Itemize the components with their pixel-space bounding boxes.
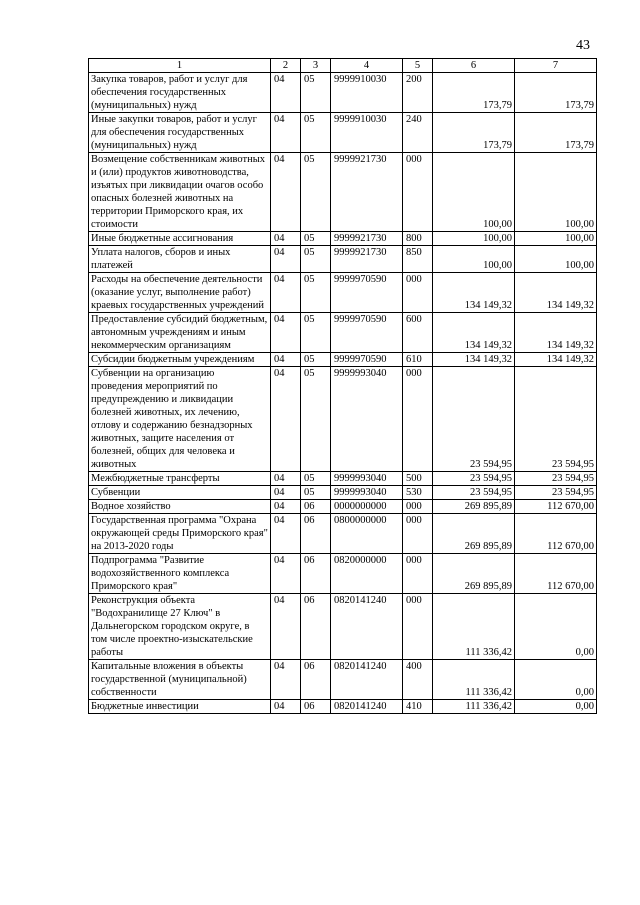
expense-type-code: 610 <box>403 353 433 367</box>
section-code: 04 <box>271 700 301 714</box>
target-article-code: 0820141240 <box>331 700 403 714</box>
expense-type-code: 850 <box>403 246 433 273</box>
amount-col7: 100,00 <box>515 246 597 273</box>
amount-col6: 100,00 <box>433 153 515 232</box>
amount-col6: 134 149,32 <box>433 273 515 313</box>
item-name: Возмещение собственникам животных и (или) продуктов животноводства, изъятых при ликвидации очагов особо опасных болезней животных на территории Приморского края, их стоимости <box>89 153 271 232</box>
amount-col7: 112 670,00 <box>515 500 597 514</box>
amount-col6: 173,79 <box>433 113 515 153</box>
target-article-code: 9999970590 <box>331 353 403 367</box>
target-article-code: 9999910030 <box>331 73 403 113</box>
subsection-code: 06 <box>301 514 331 554</box>
subsection-code: 06 <box>301 554 331 594</box>
target-article-code: 9999993040 <box>331 472 403 486</box>
amount-col6: 111 336,42 <box>433 660 515 700</box>
expense-type-code: 000 <box>403 153 433 232</box>
amount-col7: 112 670,00 <box>515 554 597 594</box>
item-name: Подпрограмма "Развитие водохозяйственного комплекса Приморского края" <box>89 554 271 594</box>
amount-col7: 173,79 <box>515 73 597 113</box>
target-article-code: 0000000000 <box>331 500 403 514</box>
amount-col7: 134 149,32 <box>515 273 597 313</box>
amount-col7: 23 594,95 <box>515 486 597 500</box>
table-row <box>89 113 597 153</box>
target-article-code: 9999970590 <box>331 273 403 313</box>
subsection-code: 05 <box>301 232 331 246</box>
item-name: Государственная программа "Охрана окружающей среды Приморского края" на 2013-2020 годы <box>89 514 271 554</box>
amount-col6: 23 594,95 <box>433 367 515 472</box>
amount-col7: 23 594,95 <box>515 472 597 486</box>
item-name: Закупка товаров, работ и услуг для обеспечения государственных (муниципальных) нужд <box>89 73 271 113</box>
table-row <box>89 514 597 554</box>
subsection-code: 05 <box>301 472 331 486</box>
amount-col7: 134 149,32 <box>515 353 597 367</box>
table-row <box>89 153 597 232</box>
expense-type-code: 600 <box>403 313 433 353</box>
item-name: Расходы на обеспечение деятельности (оказание услуг, выполнение работ) краевых государственных учреждений <box>89 273 271 313</box>
expense-type-code: 500 <box>403 472 433 486</box>
item-name: Субвенции <box>89 486 271 500</box>
table-row <box>89 367 597 472</box>
amount-col6: 111 336,42 <box>433 594 515 660</box>
amount-col6: 111 336,42 <box>433 700 515 714</box>
expense-type-code: 000 <box>403 594 433 660</box>
subsection-code: 05 <box>301 246 331 273</box>
expense-type-code: 240 <box>403 113 433 153</box>
amount-col6: 23 594,95 <box>433 472 515 486</box>
table-row <box>89 660 597 700</box>
expense-type-code: 410 <box>403 700 433 714</box>
expense-type-code: 400 <box>403 660 433 700</box>
amount-col6: 173,79 <box>433 73 515 113</box>
amount-col6: 100,00 <box>433 232 515 246</box>
amount-col6: 269 895,89 <box>433 554 515 594</box>
section-code: 04 <box>271 246 301 273</box>
section-code: 04 <box>271 660 301 700</box>
table-row <box>89 554 597 594</box>
table-row <box>89 246 597 273</box>
table-row <box>89 232 597 246</box>
column-header: 5 <box>403 59 433 73</box>
item-name: Предоставление субсидий бюджетным, автономным учреждениям и иным некоммерческим организациям <box>89 313 271 353</box>
expense-type-code: 200 <box>403 73 433 113</box>
amount-col6: 23 594,95 <box>433 486 515 500</box>
expense-type-code: 800 <box>403 232 433 246</box>
column-header: 6 <box>433 59 515 73</box>
amount-col7: 100,00 <box>515 153 597 232</box>
section-code: 04 <box>271 73 301 113</box>
expense-type-code: 000 <box>403 273 433 313</box>
item-name: Иные бюджетные ассигнования <box>89 232 271 246</box>
amount-col6: 100,00 <box>433 246 515 273</box>
table-row <box>89 353 597 367</box>
section-code: 04 <box>271 273 301 313</box>
subsection-code: 05 <box>301 313 331 353</box>
subsection-code: 05 <box>301 113 331 153</box>
amount-col7: 0,00 <box>515 660 597 700</box>
subsection-code: 06 <box>301 660 331 700</box>
amount-col6: 269 895,89 <box>433 514 515 554</box>
section-code: 04 <box>271 594 301 660</box>
amount-col6: 269 895,89 <box>433 500 515 514</box>
target-article-code: 9999921730 <box>331 232 403 246</box>
column-header: 2 <box>271 59 301 73</box>
target-article-code: 0820141240 <box>331 594 403 660</box>
target-article-code: 9999921730 <box>331 246 403 273</box>
section-code: 04 <box>271 153 301 232</box>
page-number: 43 <box>576 38 590 53</box>
target-article-code: 9999921730 <box>331 153 403 232</box>
subsection-code: 06 <box>301 594 331 660</box>
table-row <box>89 500 597 514</box>
section-code: 04 <box>271 500 301 514</box>
expense-type-code: 530 <box>403 486 433 500</box>
target-article-code: 9999993040 <box>331 367 403 472</box>
item-name: Реконструкция объекта "Водохранилище 27 Ключ" в Дальнегорском городском округе, в том числе проектно-изыскательские работы <box>89 594 271 660</box>
item-name: Межбюджетные трансферты <box>89 472 271 486</box>
section-code: 04 <box>271 486 301 500</box>
expense-type-code: 000 <box>403 500 433 514</box>
subsection-code: 05 <box>301 353 331 367</box>
table-row <box>89 472 597 486</box>
table-row <box>89 700 597 714</box>
amount-col6: 134 149,32 <box>433 313 515 353</box>
expense-type-code: 000 <box>403 367 433 472</box>
table-row <box>89 73 597 113</box>
subsection-code: 05 <box>301 367 331 472</box>
item-name: Иные закупки товаров, работ и услуг для обеспечения государственных (муниципальных) нужд <box>89 113 271 153</box>
target-article-code: 0820000000 <box>331 554 403 594</box>
target-article-code: 9999993040 <box>331 486 403 500</box>
subsection-code: 05 <box>301 153 331 232</box>
column-header: 3 <box>301 59 331 73</box>
amount-col7: 112 670,00 <box>515 514 597 554</box>
item-name: Уплата налогов, сборов и иных платежей <box>89 246 271 273</box>
section-code: 04 <box>271 472 301 486</box>
target-article-code: 0820141240 <box>331 660 403 700</box>
section-code: 04 <box>271 313 301 353</box>
section-code: 04 <box>271 353 301 367</box>
table-row <box>89 486 597 500</box>
target-article-code: 0800000000 <box>331 514 403 554</box>
amount-col7: 173,79 <box>515 113 597 153</box>
budget-table <box>88 58 597 714</box>
column-header: 1 <box>89 59 271 73</box>
table-header-row <box>89 59 597 73</box>
section-code: 04 <box>271 232 301 246</box>
item-name: Капитальные вложения в объекты государственной (муниципальной) собственности <box>89 660 271 700</box>
section-code: 04 <box>271 113 301 153</box>
table-row <box>89 313 597 353</box>
amount-col6: 134 149,32 <box>433 353 515 367</box>
table-row <box>89 594 597 660</box>
item-name: Водное хозяйство <box>89 500 271 514</box>
expense-type-code: 000 <box>403 554 433 594</box>
subsection-code: 05 <box>301 273 331 313</box>
column-header: 4 <box>331 59 403 73</box>
expense-type-code: 000 <box>403 514 433 554</box>
amount-col7: 0,00 <box>515 594 597 660</box>
subsection-code: 05 <box>301 73 331 113</box>
section-code: 04 <box>271 514 301 554</box>
target-article-code: 9999910030 <box>331 113 403 153</box>
section-code: 04 <box>271 367 301 472</box>
amount-col7: 100,00 <box>515 232 597 246</box>
item-name: Бюджетные инвестиции <box>89 700 271 714</box>
amount-col7: 134 149,32 <box>515 313 597 353</box>
item-name: Субсидии бюджетным учреждениям <box>89 353 271 367</box>
subsection-code: 06 <box>301 500 331 514</box>
item-name: Субвенции на организацию проведения мероприятий по предупреждению и ликвидации болезней животных, их лечению, отлову и содержанию безнадзорных животных, защите населения от болезней, общих для человека и животных <box>89 367 271 472</box>
amount-col7: 23 594,95 <box>515 367 597 472</box>
column-header: 7 <box>515 59 597 73</box>
subsection-code: 06 <box>301 700 331 714</box>
target-article-code: 9999970590 <box>331 313 403 353</box>
table-row <box>89 273 597 313</box>
section-code: 04 <box>271 554 301 594</box>
subsection-code: 05 <box>301 486 331 500</box>
amount-col7: 0,00 <box>515 700 597 714</box>
